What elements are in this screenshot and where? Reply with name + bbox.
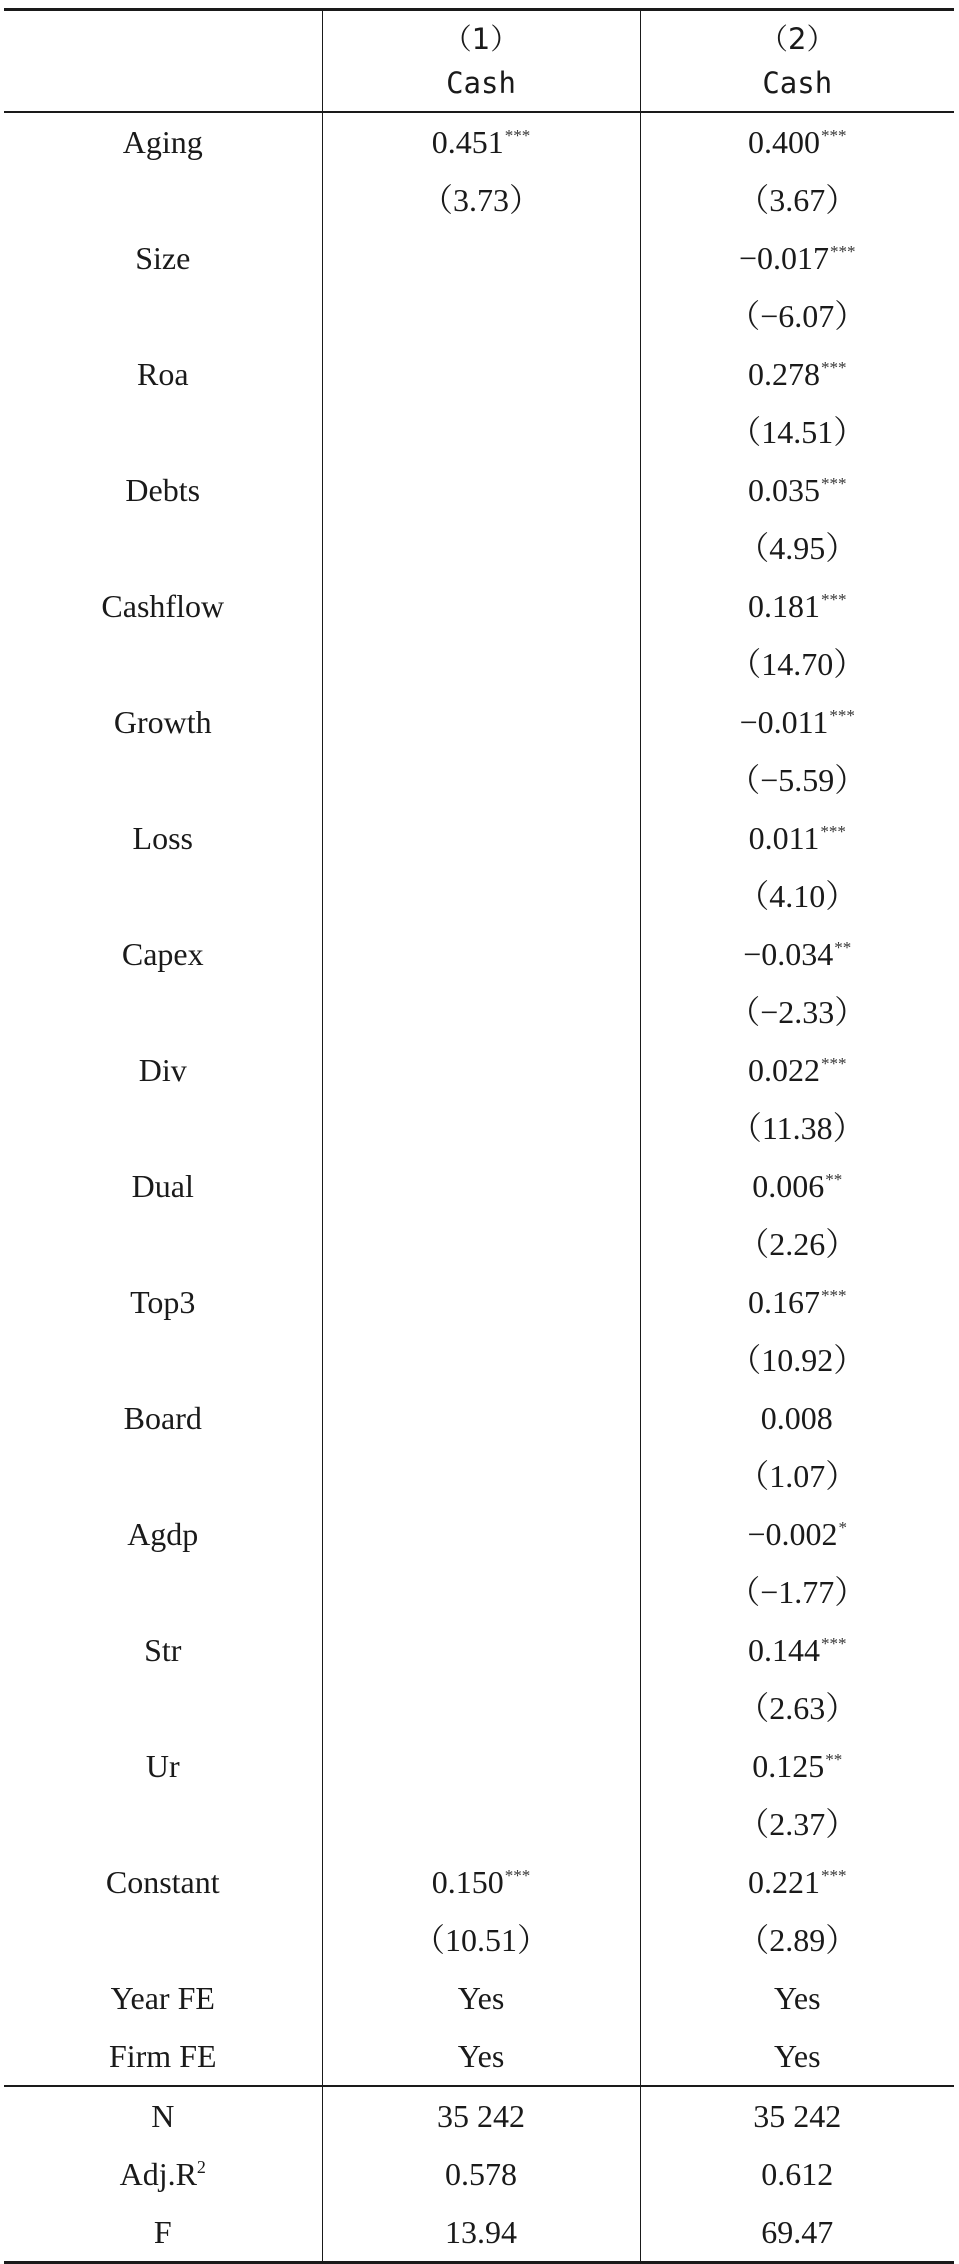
coefficient-cell [322,229,640,287]
coefficient-cell [640,1041,954,1099]
variable-name: Agdp [127,1516,199,1552]
coefficient-value: 0.278 [748,356,820,392]
t-statistic: （10.51） [322,1911,640,1969]
significance-stars: *** [504,1866,531,1885]
coefficient-row [4,1273,954,1331]
empty-cell [4,1679,322,1737]
significance-stars: *** [821,1054,847,1073]
fixed-effect-value: Yes [640,2027,954,2086]
coefficient-cell [322,1505,640,1563]
coefficient-value: −0.011 [739,704,829,740]
coefficient-value: 0.167 [748,1284,820,1320]
coefficient-cell [322,693,640,751]
coefficient-row [4,1041,954,1099]
coefficient-cell [640,461,954,519]
significance-stars: *** [821,1286,847,1305]
stat-value: 69.47 [640,2203,954,2263]
fixed-effect-value: Yes [322,1969,640,2027]
t-statistic-row [4,171,954,229]
t-statistic-row [4,635,954,693]
t-statistic [322,1447,640,1505]
significance-stars: ** [834,938,852,957]
column-1-number: （1） [322,10,640,62]
empty-cell [4,1563,322,1621]
stat-label: F [4,2203,322,2263]
coefficient-cell [322,112,640,171]
t-statistic [322,403,640,461]
coefficient-row [4,1505,954,1563]
significance-stars: *** [504,126,531,145]
coefficient-cell [322,1157,640,1215]
coefficient-row [4,112,954,171]
coefficient-cell [640,112,954,171]
header-empty-cell [4,10,322,62]
empty-cell [4,1099,322,1157]
t-statistic-row [4,1679,954,1737]
significance-stars: *** [821,1866,847,1885]
t-statistic-row [4,751,954,809]
significance-stars: * [838,1518,848,1537]
coefficient-row [4,461,954,519]
t-statistic: （4.95） [640,519,954,577]
empty-cell [4,1215,322,1273]
empty-cell [4,519,322,577]
coefficient-row [4,1389,954,1447]
variable-name: Dual [131,1168,194,1204]
t-statistic-row [4,1331,954,1389]
variable-name: Aging [122,124,203,160]
empty-cell [4,287,322,345]
t-statistic-row [4,1911,954,1969]
stat-value: 13.94 [322,2203,640,2263]
t-statistic: （11.38） [640,1099,954,1157]
variable-name: Size [135,240,191,276]
coefficient-cell [640,1621,954,1679]
stat-row-f [4,2203,954,2263]
coefficient-value: 0.006 [752,1168,825,1204]
variable-name: Loss [132,820,193,856]
header-row-numbers [4,10,954,62]
coefficient-value: 0.125 [752,1748,825,1784]
significance-stars: *** [821,474,847,493]
header-row-labels [4,61,954,112]
t-statistic: （1.07） [640,1447,954,1505]
t-statistic [322,1563,640,1621]
coefficient-row [4,229,954,287]
coefficient-cell [640,1273,954,1331]
significance-stars: ** [825,1750,843,1769]
t-statistic: （−1.77） [640,1563,954,1621]
coefficient-value: −0.017 [738,240,830,276]
coefficient-value: 0.011 [748,820,820,856]
coefficient-row [4,1157,954,1215]
coefficient-cell [640,1157,954,1215]
t-statistic [322,867,640,925]
coefficient-cell [322,1273,640,1331]
t-statistic: （2.63） [640,1679,954,1737]
coefficient-value: 0.150 [431,1864,504,1900]
t-statistic [322,1331,640,1389]
variable-name: Board [123,1400,202,1436]
coefficient-row [4,1853,954,1911]
coefficient-cell [640,1389,954,1447]
regression-table [4,8,954,2264]
coefficient-cell [322,1853,640,1911]
t-statistic: （−2.33） [640,983,954,1041]
coefficient-row [4,577,954,635]
coefficient-cell [322,925,640,983]
coefficient-cell [640,1737,954,1795]
coefficient-row [4,1621,954,1679]
coefficient-cell [322,345,640,403]
coefficient-cell [322,461,640,519]
t-statistic: （4.10） [640,867,954,925]
stat-row-adj-r2 [4,2145,954,2203]
variable-name: Div [138,1052,187,1088]
empty-cell [4,635,322,693]
significance-stars: *** [821,126,847,145]
t-statistic [322,1679,640,1737]
t-statistic: （−6.07） [640,287,954,345]
empty-cell [4,867,322,925]
fixed-effect-value: Yes [640,1969,954,2027]
t-statistic: （3.67） [640,171,954,229]
t-statistic [322,1099,640,1157]
coefficient-row [4,345,954,403]
t-statistic [322,1215,640,1273]
t-statistic-row [4,1099,954,1157]
stat-value: 35 242 [640,2086,954,2145]
coefficient-value: −0.034 [743,936,834,972]
coefficient-row [4,693,954,751]
significance-stars: *** [821,1634,847,1653]
t-statistic [322,1795,640,1853]
empty-cell [4,1795,322,1853]
coefficient-value: 0.400 [748,124,820,160]
variable-name: Debts [125,472,201,508]
coefficient-cell [640,1505,954,1563]
t-statistic-row [4,519,954,577]
variable-name: Top3 [130,1284,196,1320]
t-statistic [322,983,640,1041]
coefficient-cell [640,809,954,867]
coefficient-cell [640,229,954,287]
coefficient-value: 0.181 [748,588,820,624]
variable-name: Str [144,1632,182,1668]
header-empty-cell [4,61,322,112]
coefficient-cell [640,345,954,403]
column-2-number: （2） [640,10,954,62]
t-statistic: （14.51） [640,403,954,461]
column-1-label: Cash [322,61,640,112]
fixed-effect-row [4,2027,954,2086]
t-statistic [322,751,640,809]
coefficient-cell [640,577,954,635]
stat-label [4,2145,322,2203]
variable-name: Ur [145,1748,180,1784]
empty-cell [4,1447,322,1505]
t-statistic: （2.89） [640,1911,954,1969]
coefficient-value: −0.002 [747,1516,838,1552]
coefficient-cell [322,1621,640,1679]
empty-cell [4,1331,322,1389]
coefficient-row [4,925,954,983]
table-header [4,10,954,113]
coefficient-cell [322,577,640,635]
significance-stars: ** [825,1170,843,1189]
stat-label: N [4,2086,322,2145]
stat-label-superscript: 2 [196,2157,206,2177]
t-statistic: （3.73） [322,171,640,229]
significance-stars: *** [821,358,847,377]
variable-name: Growth [113,704,212,740]
variable-name: Cashflow [101,588,225,624]
coefficient-value: 0.008 [760,1400,833,1436]
coefficient-cell [640,925,954,983]
stat-value: 0.612 [640,2145,954,2203]
column-2-label: Cash [640,61,954,112]
summary-stat-rows [4,2086,954,2263]
t-statistic: （10.92） [640,1331,954,1389]
t-statistic-row [4,1447,954,1505]
fixed-effect-rows [4,1969,954,2086]
t-statistic-row [4,1563,954,1621]
empty-cell [4,751,322,809]
coefficient-rows [4,112,954,1969]
t-statistic [322,635,640,693]
empty-cell [4,1911,322,1969]
t-statistic-row [4,403,954,461]
significance-stars: *** [829,706,855,725]
coefficient-value: 0.451 [431,124,504,160]
fixed-effect-label: Year FE [110,1980,215,2016]
coefficient-cell [640,693,954,751]
coefficient-value: 0.022 [748,1052,820,1088]
t-statistic-row [4,867,954,925]
empty-cell [4,403,322,461]
t-statistic: （−5.59） [640,751,954,809]
coefficient-cell [322,1041,640,1099]
stat-row-n [4,2086,954,2145]
variable-name: Roa [136,356,189,392]
t-statistic-row [4,1215,954,1273]
coefficient-cell [640,1853,954,1911]
coefficient-cell [322,1389,640,1447]
fixed-effect-row [4,1969,954,2027]
stat-value: 35 242 [322,2086,640,2145]
coefficient-cell [322,809,640,867]
t-statistic: （14.70） [640,635,954,693]
coefficient-value: 0.035 [748,472,820,508]
coefficient-cell [322,1737,640,1795]
t-statistic: （2.26） [640,1215,954,1273]
stat-label-text: Adj.R [119,2156,197,2192]
t-statistic-row [4,1795,954,1853]
significance-stars: *** [821,590,847,609]
t-statistic [322,287,640,345]
t-statistic-row [4,983,954,1041]
significance-stars: *** [820,822,846,841]
fixed-effect-value: Yes [322,2027,640,2086]
empty-cell [4,983,322,1041]
coefficient-value: 0.221 [748,1864,820,1900]
fixed-effect-label: Firm FE [108,2038,217,2074]
variable-name: Capex [121,936,204,972]
coefficient-row [4,1737,954,1795]
significance-stars: *** [830,242,856,261]
coefficient-row [4,809,954,867]
variable-name: Constant [105,1864,220,1900]
t-statistic [322,519,640,577]
t-statistic: （2.37） [640,1795,954,1853]
stat-value: 0.578 [322,2145,640,2203]
empty-cell [4,171,322,229]
coefficient-value: 0.144 [748,1632,820,1668]
t-statistic-row [4,287,954,345]
